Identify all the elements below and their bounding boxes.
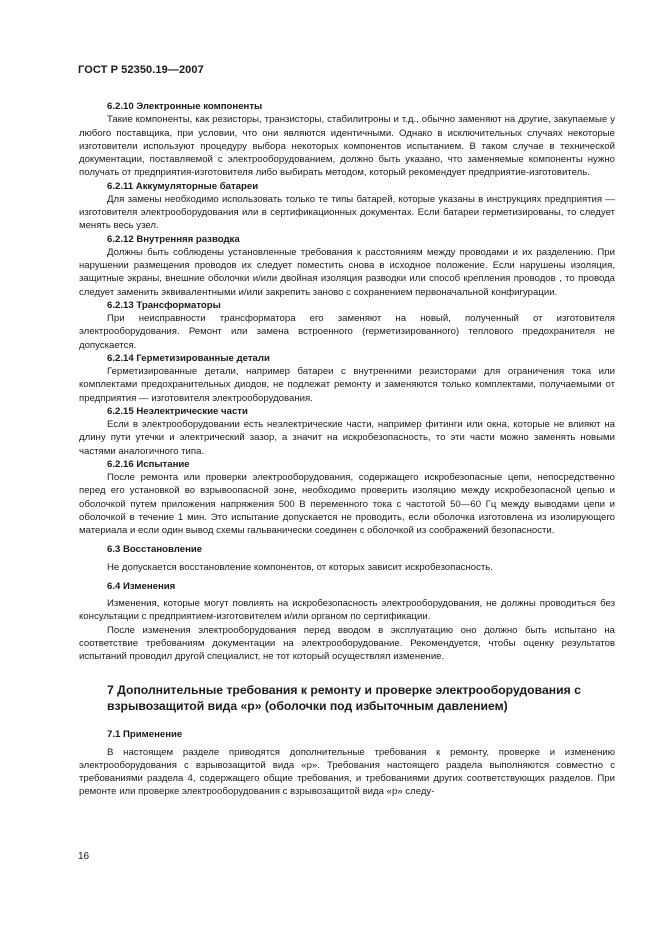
section-heading-6-3: 6.3 Восстановление	[107, 544, 203, 556]
section-heading-6-4: 6.4 Изменения	[107, 580, 176, 592]
paragraph-6-3: Не допускается восстановление компонентов, от которых зависит искробезопасность.	[107, 561, 493, 573]
section-heading-6-2-13: 6.2.13 Трансформаторы	[107, 299, 221, 311]
paragraph-6-2-14: Герметизированные детали, например батареи с внутренними резисторами для ограничения тока или комплектами предохранительных диодов, не подлежат ремонту и заменяются только комплектами, получаемыми от предприятия — изготовителя электрооборудования.	[79, 366, 615, 404]
paragraph-6-4-a: Изменения, которые могут повлиять на искробезопасность электрооборудования, не должны проводиться без консультации с предприятием-изготовителем и/или органом по сертификации.	[79, 598, 615, 623]
section-heading-6-2-16: 6.2.16 Испытание	[107, 458, 190, 470]
section-heading-6-2-14: 6.2.14 Герметизированные детали	[107, 352, 270, 364]
section-heading-6-2-12: 6.2.12 Внутренняя разводка	[107, 233, 240, 245]
document-body	[79, 94, 615, 799]
section-heading-6-2-15: 6.2.15 Неэлектрические части	[107, 405, 248, 417]
section-heading-7-1: 7.1 Применение	[107, 729, 183, 741]
paragraph-6-2-12: Должны быть соблюдены установленные требования к расстояниям между проводами и их разделению. При нарушении размещения проводов их следует поместить снова в исходное положение. Если нарушены изоляция, защитные экраны, внешние оболочки и/или двойная изоляция разводки или способ крепления проводов , то провода следует заменить эквивалентными и/или закрепить заново с сохранением первоначальной конфигурации.	[79, 246, 615, 298]
paragraph-6-4-b: После изменения электрооборудования перед вводом в эксплуатацию оно должно быть испытано на соответствие требованиям документации на электрооборудование. Рекомендуется, чтобы оценку результатов испытаний проводил другой специалист, не тот который осуществлял изменение.	[79, 624, 615, 662]
paragraph-7-1: В настоящем разделе приводятся дополнительные требования к ремонту, проверке и изменению электрооборудования с взрывозащитой вида «р». Требования настоящего раздела выполняются совместно с требованиями раздела 4, содержащего общие требования, и требованиями других соответствующих разделов. При ремонте или проверке электрооборудования с взрывозащитой вида «р» следу-	[79, 746, 615, 798]
section-heading-6-2-11: 6.2.11 Аккумуляторные батареи	[107, 180, 259, 192]
paragraph-6-2-11: Для замены необходимо использовать только те типы батарей, которые указаны в инструкциях предприятия — изготовителя электрооборудования или в сертификационных документах. Если батареи герметизированы, то следует менять весь узел.	[79, 193, 615, 232]
paragraph-6-2-13: При неисправности трансформатора его заменяют на новый, полученный от изготовителя электрооборудования. Ремонт или замена встроенного (герметизированного) теплового предохранителя не допускается.	[79, 313, 615, 351]
document-header: ГОСТ Р 52350.19—2007	[78, 64, 204, 76]
paragraph-6-2-15: Если в электрооборудовании есть неэлектрические части, например фитинги или окна, которые не влияют на длину пути утечки и электрический зазор, а значит на искробезопасность, то эти части можно заменять новыми частями аналогичного типа.	[79, 419, 615, 457]
section-heading-6-2-10: 6.2.10 Электронные компоненты	[107, 101, 263, 112]
paragraph-6-2-16: После ремонта или проверки электрооборудования, содержащего искробезопасные цепи, непосредственно перед его установкой во взрывоопасной зоне, необходимо проверить изоляцию между искробезопасной цепью и оболочкой путем приложения напряжения 500 В переменного тока с частотой 50—60 Гц между выводами цепи и оболочкой в течение 1 мин. Это испытание допускается не проводить, если оболочка изготовлена из изолирующего материала и если один вывод схемы гальванически соединен с оболочкой из соображений безопасности.	[79, 472, 615, 536]
page-number: 16	[78, 851, 90, 862]
chapter-heading-7: 7 Дополнительные требования к ремонту и проверке электрооборудования с взрывозащитой вида «р» (оболочки под избыточным давлением)	[107, 683, 581, 713]
paragraph-6-2-10: Такие компоненты, как резисторы, транзисторы, стабилитроны и т.д., обычно заменяют на другие, закупаемые у любого поставщика, при условии, что они являются идентичными. Однако в исключительных случаях некоторые изготовители используют процедуру выбора некоторых компонентов испытанием. В таком случае в технической документации, поставляемой с электрооборудованием, должно быть указано, что заменяемые компоненты нужно получать от предприятия-изготовителя либо выбирать методом, который рекомендует предприятие-изготовитель.	[79, 114, 615, 179]
